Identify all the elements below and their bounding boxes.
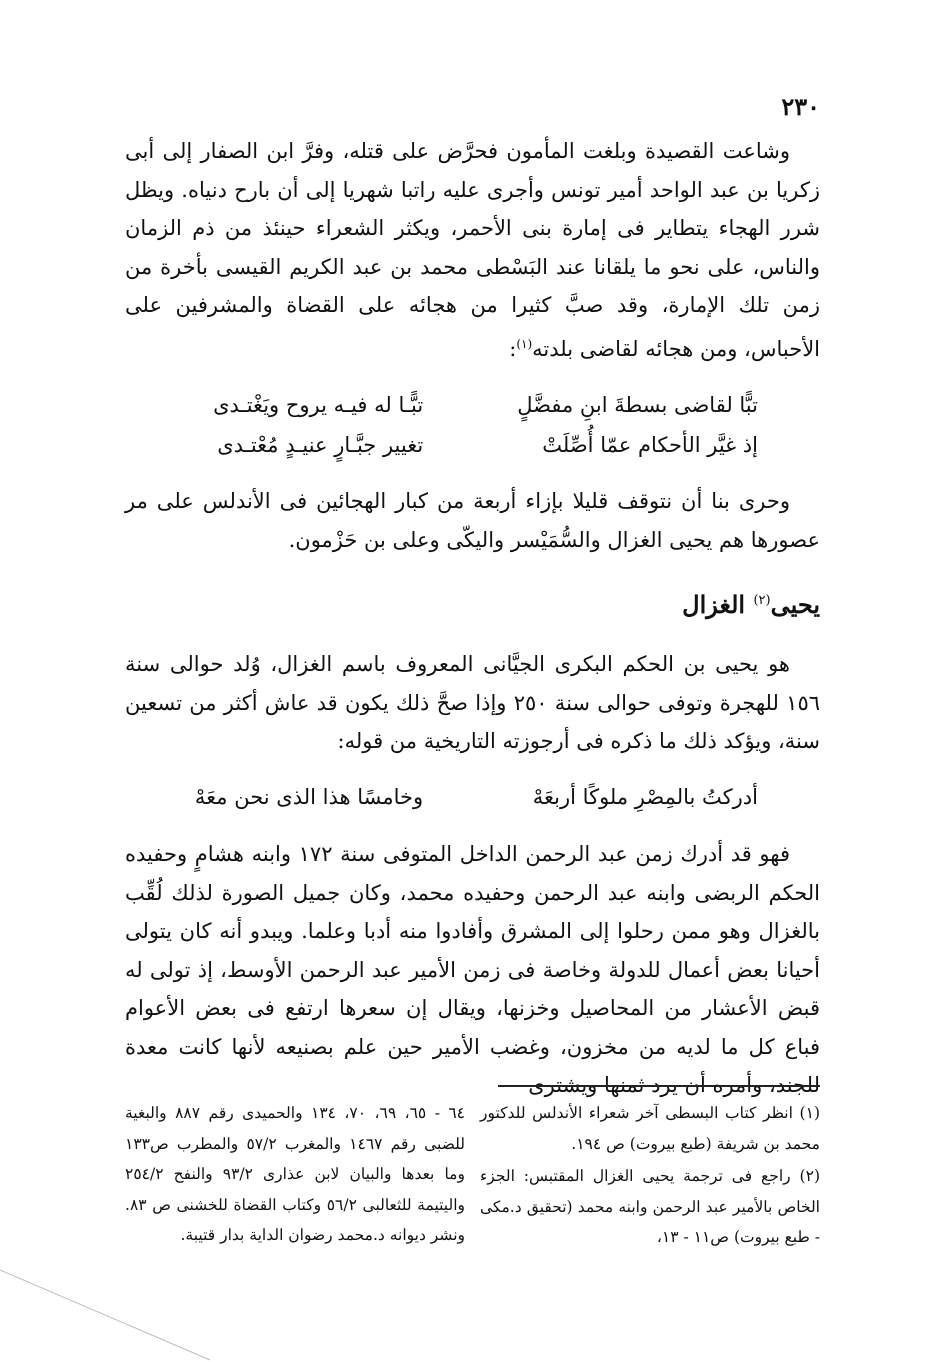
poem-verse-block-2 [138,777,758,817]
paragraph-biography: هو يحيى بن الحكم البكرى الجيَّانى المعروف باسم الغزال، وُلد حوالى سنة ١٥٦ للهجرة وتوفى حوالى سنة ٢٥٠ وإذا صحَّ ذلك يكون قد عاش أكثر من تسعين سنة، ويؤكد ذلك ما ذكره فى أرجوزته التاريخية من قوله: [125,652,821,753]
page-crease-mark [0,1252,220,1362]
page-number: ٢٣٠ [781,92,820,121]
verse-first-hemistich: إذ غيَّر الأحكام عمّا أُصِّلَتْ [542,433,758,457]
footnote-ref: (١) [516,336,533,351]
paragraph-hija-poets: وحرى بنا أن نتوقف قليلا بإزاء أربعة من كبار الهجائين فى الأندلس على مر عصورها هم يحيى الغزال والسُّمَيْسر واليكّى وعلى بن حَزْمون. [125,489,820,552]
verse-line [138,425,758,465]
verse-first-hemistich: تبًّا لقاضى بسطةَ ابنِ مفضَّلٍ [517,393,758,417]
verse-line [138,385,758,425]
footnote: (١) انظر كتاب البسطى آخر شعراء الأندلس للدكتور محمد بن شريفة (طبع بيروت) ص ١٩٤. [480,1104,820,1153]
heading-footnote-ref: (٢) [753,593,771,608]
paragraph-career: فهو قد أدرك زمن عبد الرحمن الداخل المتوفى سنة ١٧٢ وابنه هشامٍ وحفيده الحكم الربضى وابنه عبد الرحمن وحفيده محمد، وكان جميل الصورة لذلك لُقِّب بالغزال وهو ممن رحلوا إلى المشرق وأفادوا منه أدبا وعلما. ويبدو أنه كان يتولى أحيانا بعض أعمال للدولة وخاصة فى زمن الأمير عبد الرحمن الأوسط، إذ تولى له قبض الأعشار من المحاصيل وخزنها، ويقال إن سعرها ارتفع فى بعض الأعوام فباع كل ما لديه من مخزون، وغضب الأمير حين علم بصنيعه لأنها كانت معدة للجند، وأمره أن يرد ثمنها ويشترى [125,842,820,1097]
verse-first-hemistich: أدركتُ بالمِصْرِ ملوكًا أربعَهْ [532,785,758,809]
footnote-separator [498,1085,820,1087]
heading-name: يحيى [770,590,820,619]
poem-verse-block [138,385,758,465]
section-heading [682,590,820,619]
verse-second-hemistich: تبًّـا له فيـه يروح ويَغْتـدى [213,393,424,417]
footnotes [125,1098,820,1255]
footnotes-left-column [125,1098,465,1255]
footnotes-right-column [480,1098,820,1255]
paragraph-colon: : [509,336,517,361]
verse-second-hemistich: تغيير جبَّـارٍ عنيـدٍ مُعْتـدى [217,433,424,457]
verse-second-hemistich: وخامسًا هذا الذى نحن معَهْ [194,785,424,809]
footnote: (٢) راجع فى ترجمة يحيى الغزال المقتبس: الجزء الخاص بالأمير عبد الرحمن وابنه محمد (تحقيق د.مكى - طبع بيروت) ص١١ - ١٣، [480,1167,820,1246]
verse-line [138,777,758,817]
paragraph-text: وشاعت القصيدة وبلغت المأمون فحرَّض على قتله، وفرَّ ابن الصفار إلى أبى زكريا بن عبد الواحد أمير تونس وأجرى عليه راتبا شهريا إلى أن بارح دنياه. ويظل شرر الهجاء يتطاير فى إمارة بنى الأحمر، ويكثر الشعراء حينئذ من ذم الزمان والناس، على نحو ما يلقانا عند البَسْطى محمد بن عبد الكريم القيسى بأخرة من زمن تلك الإمارة، وقد صبَّ كثيرا من هجائه على القضاة والمشرفين على الأحباس، ومن هجائه لقاضى بلدته [125,139,820,361]
paragraph-intro [125,132,820,368]
heading-rest: الغزال [682,590,746,619]
footnote: ٦٤ - ٦٥، ٦٩، ٧٠، ١٣٤ والحميدى رقم ٨٨٧ والبغية للضبى رقم ١٤٦٧ والمغرب ٥٧/٢ والمطرب ص١٣٣ وما بعدها والبيان لابن عذارى ٩٣/٢ والنفح ٢٥٤/٢ واليتيمة للثعالبى ٥٦/٢ وكتاب القضاة للخشنى ص ٨٣. ونشر ديوانه د.محمد رضوان الداية بدار قتيبة. [125,1104,466,1244]
